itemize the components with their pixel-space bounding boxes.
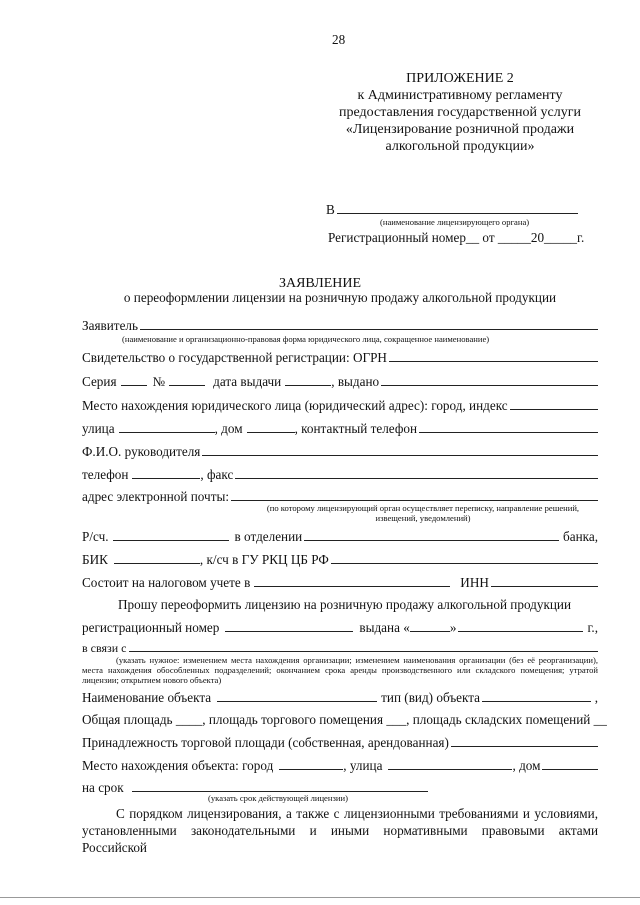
issued-by-label: , выдано (331, 374, 380, 389)
email-hint: (по которому лицензирующий орган осуществляет переписку, направление решений, извещений, уведомлений) (266, 503, 580, 523)
ownership-label: Принадлежность торговой площади (собственная, арендованная) (82, 735, 449, 750)
object-row (82, 690, 598, 706)
license-number-field[interactable] (225, 620, 353, 632)
contact-phone-field[interactable] (419, 421, 598, 433)
account-field[interactable] (113, 529, 229, 541)
appendix-line-1: к Административному регламенту (357, 88, 563, 103)
bank-label: банка, (563, 529, 598, 544)
account-row (82, 529, 598, 545)
addressee-to (326, 202, 578, 218)
street-label: улица (82, 421, 115, 436)
object-type-label: тип (вид) объекта (381, 690, 481, 705)
phone-label: телефон (82, 467, 129, 482)
applicant-field[interactable] (140, 318, 598, 330)
request-line: Прошу переоформить лицензию на розничную продажу алкогольной продукции (118, 597, 572, 612)
appendix-title: ПРИЛОЖЕНИЕ 2 (406, 71, 514, 86)
due-to-label: в связи с (82, 641, 127, 655)
term-hint: (указать срок действующей лицензии) (208, 793, 348, 803)
contact-phone-label: , контактный телефон (294, 421, 418, 436)
year-suffix: г., (587, 620, 598, 635)
license-number-row (82, 620, 598, 636)
due-to-hint: (указать нужное: изменением места нахождения организации; изменением наименования организации (без её реорганизации), места нахождения обособленных подразделений; окончанием срока аренды производственного или складского помещения; утратой лицензии; открытием нового объекта) (82, 655, 598, 685)
bik-row (82, 552, 598, 568)
house-label: , дом (214, 421, 243, 436)
phone-row (82, 467, 598, 483)
ogrn-row (82, 350, 598, 366)
tax-authority-field[interactable] (254, 575, 450, 587)
object-comma: , (594, 690, 598, 705)
object-location-row (82, 758, 598, 774)
number-sign: № (152, 374, 166, 389)
inn-field[interactable] (491, 575, 598, 587)
appendix-line-4: алкогольной продукции» (385, 139, 535, 154)
object-house-field[interactable] (542, 758, 598, 770)
object-name-label: Наименование объекта (82, 690, 212, 705)
email-label: адрес электронной почты: (82, 489, 229, 504)
issued-by-field[interactable] (381, 374, 598, 386)
ogrn-field[interactable] (389, 350, 598, 362)
due-to-field[interactable] (129, 640, 598, 652)
legal-address-label: Место нахождения юридического лица (юридический адрес): город, индекс (82, 398, 508, 413)
object-house-label: , дом (512, 758, 541, 773)
issue-date-field[interactable] (285, 374, 331, 386)
due-to-row (82, 640, 598, 656)
director-field[interactable] (202, 444, 598, 456)
applicant-row (82, 318, 598, 334)
object-street-field[interactable] (388, 758, 512, 770)
ownership-row (82, 735, 598, 751)
corr-account-label: , к/сч в ГУ РКЦ ЦБ РФ (199, 552, 329, 567)
applicant-label: Заявитель (82, 318, 139, 333)
fax-label: , факс (200, 467, 234, 482)
quote-close: » (449, 620, 457, 635)
closing-paragraph: С порядком лицензирования, а также с лицензионными требованиями и условиями, установленными законодательными и иными нормативными правовыми актами Российской (82, 806, 598, 855)
object-street-label: , улица (343, 758, 383, 773)
license-day-field[interactable] (410, 620, 450, 632)
term-label: на срок (82, 780, 124, 795)
corr-account-field[interactable] (331, 552, 598, 564)
postal-index-field[interactable] (510, 398, 598, 410)
inn-label: ИНН (460, 575, 489, 590)
branch-field[interactable] (304, 529, 559, 541)
legal-address-row (82, 398, 598, 414)
series-field[interactable] (121, 374, 147, 386)
appendix-block (320, 70, 600, 155)
street-field[interactable] (119, 421, 215, 433)
object-type-field[interactable] (482, 690, 591, 702)
email-field[interactable] (231, 489, 598, 501)
term-field[interactable] (132, 780, 428, 792)
issued-quote-label: выдана « (359, 620, 410, 635)
registration-number-line[interactable]: Регистрационный номер__ от _____20_____г. (328, 230, 585, 245)
licensing-authority-hint: (наименование лицензирующего органа) (380, 217, 530, 227)
license-month-year-field[interactable] (458, 620, 583, 632)
house-field[interactable] (247, 421, 295, 433)
account-label: Р/сч. (82, 529, 109, 544)
phone-field[interactable] (132, 467, 200, 479)
licensing-authority-field[interactable] (337, 202, 578, 214)
statement-subtitle: о переоформлении лицензии на розничную продажу алкогольной продукции (123, 290, 557, 305)
bik-label: БИК (82, 552, 108, 567)
areas-line[interactable]: Общая площадь ____, площадь торгового помещения ___, площадь складских помещений __ (82, 712, 607, 727)
issue-date-label: дата выдачи (213, 374, 282, 389)
appendix-line-2: предоставления государственной услуги (339, 105, 581, 120)
appendix-line-3: «Лицензирование розничной продажи (345, 122, 575, 137)
statement-title: ЗАЯВЛЕНИЕ (278, 276, 362, 291)
page-number: 28 (332, 32, 346, 47)
reg-number-label: регистрационный номер (82, 620, 220, 635)
ownership-field[interactable] (451, 735, 598, 747)
to-prefix: В (326, 202, 335, 217)
director-label: Ф.И.О. руководителя (82, 444, 201, 459)
branch-label: в отделении (234, 529, 303, 544)
bik-field[interactable] (114, 552, 200, 564)
certificate-row (82, 374, 598, 390)
page-bottom-rule (0, 897, 640, 898)
ogrn-label: Свидетельство о государственной регистрации: ОГРН (82, 350, 387, 365)
tax-row (82, 575, 598, 591)
object-location-label: Место нахождения объекта: город (82, 758, 274, 773)
object-name-field[interactable] (217, 690, 377, 702)
fax-field[interactable] (235, 467, 598, 479)
street-row (82, 421, 598, 437)
number-field[interactable] (169, 374, 205, 386)
applicant-hint: (наименование и организационно-правовая форма юридического лица, сокращенное наименование) (122, 334, 490, 344)
object-city-field[interactable] (279, 758, 343, 770)
series-label: Серия (82, 374, 117, 389)
director-row (82, 444, 598, 460)
tax-registered-label: Состоит на налоговом учете в (82, 575, 251, 590)
